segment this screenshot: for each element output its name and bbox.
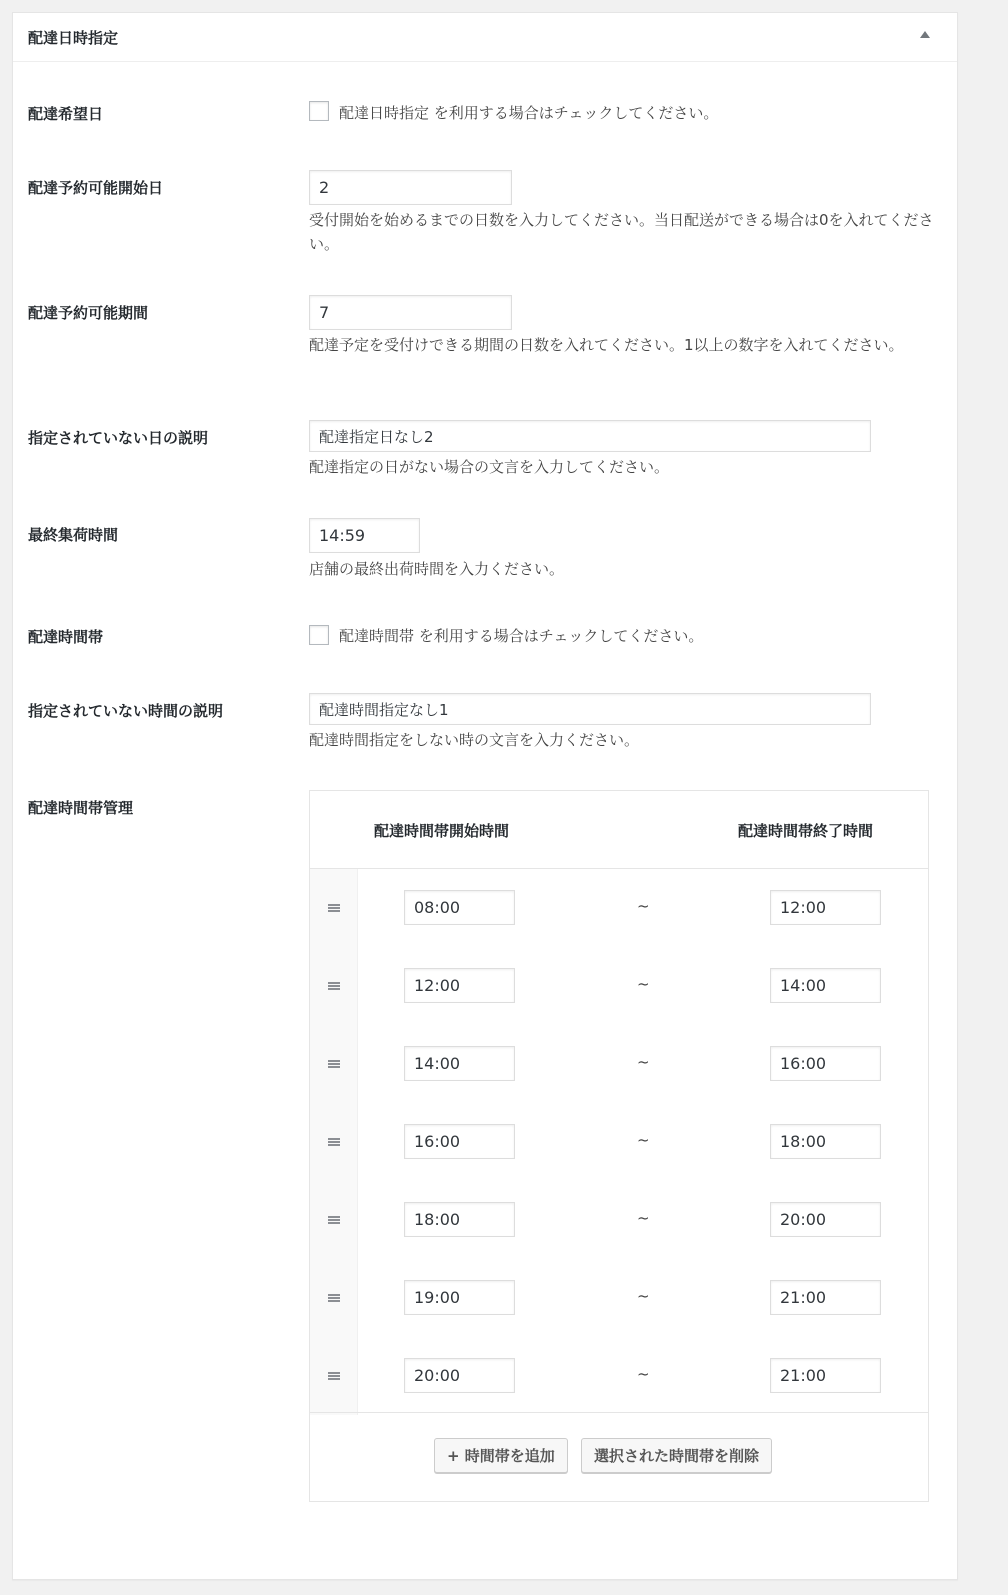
slot-separator: ~ (637, 1365, 650, 1383)
slot-end-input[interactable] (770, 1280, 881, 1315)
slot-separator: ~ (637, 1287, 650, 1305)
time-slot-table-header (310, 791, 928, 869)
no-date-description-help: 配達指定の日がない場合の文言を入力してください。 (309, 458, 670, 476)
slot-end-input[interactable] (770, 968, 881, 1003)
time-slot-table (309, 790, 929, 1502)
slot-start-input[interactable] (404, 1358, 515, 1393)
drag-handle-icon[interactable] (328, 904, 340, 912)
time-slot-row (310, 1337, 928, 1415)
slot-start-input[interactable] (404, 968, 515, 1003)
slot-start-input[interactable] (404, 1124, 515, 1159)
slot-end-input[interactable] (770, 1202, 881, 1237)
time-slot-row (310, 1025, 928, 1103)
slot-separator: ~ (637, 1053, 650, 1071)
reservation-start-input[interactable] (309, 170, 512, 205)
time-slot-row (310, 947, 928, 1025)
last-shipping-time-input[interactable] (309, 518, 420, 553)
triangle-up-icon[interactable] (920, 31, 930, 38)
drag-handle-icon[interactable] (328, 1294, 340, 1302)
slot-end-input[interactable] (770, 890, 881, 925)
slot-separator: ~ (637, 1131, 650, 1149)
no-date-description-input[interactable] (309, 420, 871, 452)
slot-separator: ~ (637, 1209, 650, 1227)
time-slot-row (310, 1103, 928, 1181)
delete-selected-slots-button[interactable]: 選択された時間帯を削除 (581, 1438, 772, 1473)
reservation-period-input[interactable] (309, 295, 512, 330)
slot-separator: ~ (637, 975, 650, 993)
reservation-start-description: 受付開始を始めるまでの日数を入力してください。当日配送ができる場合は0を入れてください。 (309, 211, 934, 253)
header-end-time: 配達時間帯終了時間 (738, 822, 874, 840)
slot-start-input[interactable] (404, 890, 515, 925)
slot-end-input[interactable] (770, 1124, 881, 1159)
delivery-date-checkbox-label[interactable]: 配達日時指定 を利用する場合はチェックしてください。 (339, 104, 719, 122)
time-slot-row (310, 1259, 928, 1337)
header-start-time: 配達時間帯開始時間 (374, 822, 510, 840)
drag-handle-icon[interactable] (328, 982, 340, 990)
drag-handle-icon[interactable] (328, 1372, 340, 1380)
time-slot-checkbox[interactable] (309, 625, 329, 645)
drag-handle-icon[interactable] (328, 1216, 340, 1224)
last-shipping-time-description: 店舗の最終出荷時間を入力ください。 (309, 560, 565, 578)
slot-start-input[interactable] (404, 1046, 515, 1081)
slot-start-input[interactable] (404, 1202, 515, 1237)
delivery-datetime-panel (12, 12, 958, 1580)
drag-handle-icon[interactable] (328, 1138, 340, 1146)
slot-end-input[interactable] (770, 1358, 881, 1393)
delivery-date-label: 配達希望日 (28, 105, 104, 123)
delivery-date-checkbox[interactable] (309, 101, 329, 121)
no-time-description-input[interactable] (309, 693, 871, 725)
no-time-description-label: 指定されていない時間の説明 (28, 702, 224, 720)
time-slot-checkbox-label[interactable]: 配達時間帯 を利用する場合はチェックしてください。 (339, 627, 704, 645)
drag-handle-icon[interactable] (328, 1060, 340, 1068)
slot-start-input[interactable] (404, 1280, 515, 1315)
reservation-period-label: 配達予約可能期間 (28, 304, 149, 322)
last-shipping-time-label: 最終集荷時間 (28, 526, 119, 544)
panel-header[interactable] (13, 13, 957, 62)
add-time-slot-button[interactable]: + 時間帯を追加 (434, 1438, 568, 1473)
slot-end-input[interactable] (770, 1046, 881, 1081)
panel-title: 配達日時指定 (28, 29, 119, 47)
no-time-description-help: 配達時間指定をしない時の文言を入力ください。 (309, 731, 640, 749)
time-slot-row (310, 1181, 928, 1259)
time-slot-label: 配達時間帯 (28, 628, 104, 646)
no-date-description-label: 指定されていない日の説明 (28, 429, 209, 447)
time-slot-management-label: 配達時間帯管理 (28, 799, 134, 817)
reservation-period-description: 配達予定を受付けできる期間の日数を入れてください。1以上の数字を入れてください。 (309, 336, 904, 354)
slot-separator: ~ (637, 897, 650, 915)
time-slot-table-footer (310, 1412, 928, 1501)
reservation-start-label: 配達予約可能開始日 (28, 179, 164, 197)
time-slot-row (310, 869, 928, 947)
